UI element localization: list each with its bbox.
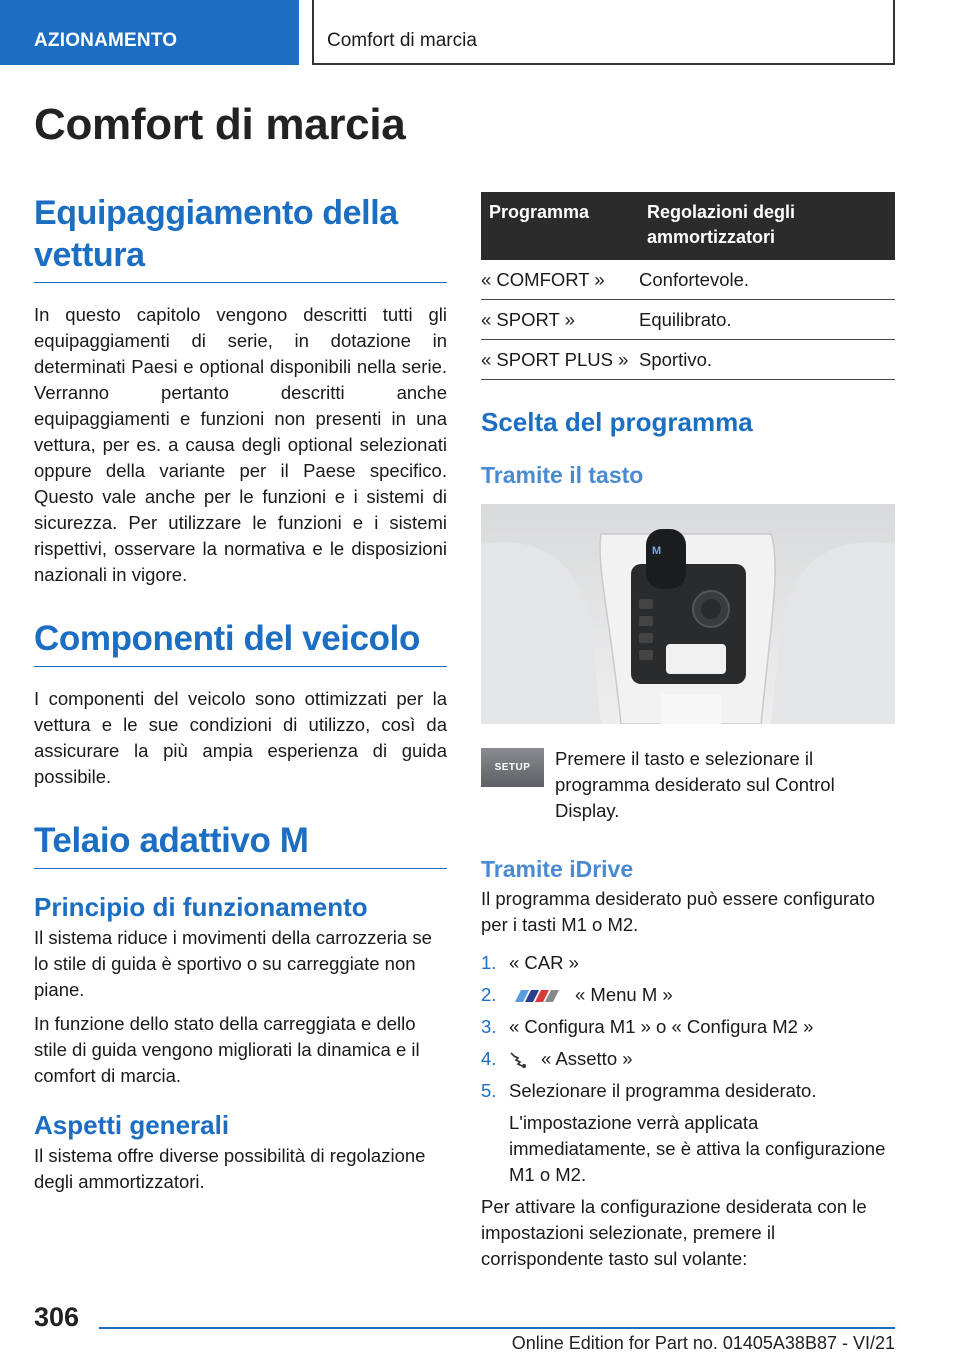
list-item [481,950,895,976]
table-header-program: Programma [481,192,639,260]
principle-text-1: Il sistema riduce i movimenti della carrozzeria se lo stile di guida è sportivo o su carreggiate non piane. [34,927,432,1000]
step-number: 2. [481,984,497,1005]
center-console-illustration [481,504,895,724]
page-number: 306 [34,1302,80,1332]
principle-heading: Principio di funzionamento [34,892,368,922]
damper-table [481,192,895,380]
step-text: « Configura M1 » o « Configura M2 » [509,1016,814,1037]
table-cell-program: « SPORT » [481,300,639,340]
svg-text:M: M [652,545,662,557]
setup-instruction [481,746,895,824]
step-text: « Assetto » [541,1048,633,1069]
step-number: 4. [481,1048,497,1069]
section-title: AZIONAMENTO [34,30,178,51]
equipment-heading: Equipaggiamento della vettura [34,192,447,283]
step-text: « Menu M » [575,984,673,1005]
table-header-setting: Regolazioni degli ammortizzatori [639,192,895,260]
general-text: Il sistema offre diverse possibilità di regolazione degli ammortizzatori. [34,1145,426,1192]
components-text: I componenti del veicolo sono ottimizzati per la vettura e le sue condizioni di utilizzo, così da assicurare la più ampia esperienza di guida possibile. [34,688,447,787]
principle-text-2: In funzione dello stato della carreggiata e dello stile di guida vengono migliorati la dinamica e il comfort di marcia. [34,1013,420,1086]
section-tab [0,0,299,65]
table-cell-program: « SPORT PLUS » [481,340,639,380]
setup-button-icon [481,748,544,787]
components-heading: Componenti del veicolo [34,618,447,667]
center-console-image [481,504,895,724]
via-button-heading: Tramite il tasto [481,462,644,488]
list-item [481,1046,895,1072]
list-item [481,1078,895,1188]
step-text: « CAR » [509,952,579,973]
table-row [481,300,895,340]
m-stripes-icon [509,988,561,1004]
setup-button-label: SETUP [494,762,531,773]
final-text: Per attivare la configurazione desiderata con le impostazioni selezionate, premere il corrispondente tasto sul volante: [481,1196,867,1269]
steps-list [481,950,895,1188]
list-item [481,1014,895,1040]
chapter-title: Comfort di marcia [327,30,477,51]
step-number: 3. [481,1016,497,1037]
table-row [481,260,895,300]
general-heading: Aspetti generali [34,1110,230,1140]
step-text: Selezionare il programma desiderato. [509,1080,817,1101]
step-number: 1. [481,952,497,973]
chapter-tab [312,0,895,65]
idrive-text: Il programma desiderato può essere configurato per i tasti M1 o M2. [481,888,875,935]
table-cell-setting: Confortevole. [639,260,895,300]
list-item [481,982,895,1008]
table-cell-program: « COMFORT » [481,260,639,300]
right-column [481,192,895,1272]
table-cell-setting: Equilibrato. [639,300,895,340]
left-column [34,192,447,1195]
program-selection-heading: Scelta del programma [481,407,753,437]
table-header-row [481,192,895,260]
table-cell-setting: Sportivo. [639,340,895,380]
footer-divider [99,1327,895,1329]
via-idrive-heading: Tramite iDrive [481,856,634,882]
suspension-icon [509,1051,527,1069]
page-title: Comfort di marcia [34,100,406,149]
step-number: 5. [481,1080,497,1101]
adaptive-chassis-heading: Telaio adattivo M [34,820,447,869]
equipment-text: In questo capitolo vengono descritti tutti gli equipaggiamenti di serie, in dotazione in determinati Paesi e optional disponibili nella serie. Verranno pertanto descritti anche equipaggiamenti e funzioni non presenti in una vettura, per es. a causa degli optional selezionati oppure della variante per il Paese specifico. Questo vale anche per le funzioni e i sistemi di sicurezza. Per utilizzare le funzioni e i sistemi rispettivi, osservare la normativa e le disposizioni nazionali in vigore. [34,304,447,585]
table-row [481,340,895,380]
edition-note: Online Edition for Part no. 01405A38B87 - VI/21 [511,1333,895,1353]
setup-text: Premere il tasto e selezionare il programma desiderato sul Control Display. [555,748,835,821]
step-note: L'impostazione verrà applicata immediatamente, se è attiva la configurazione M1 o M2. [509,1112,886,1185]
